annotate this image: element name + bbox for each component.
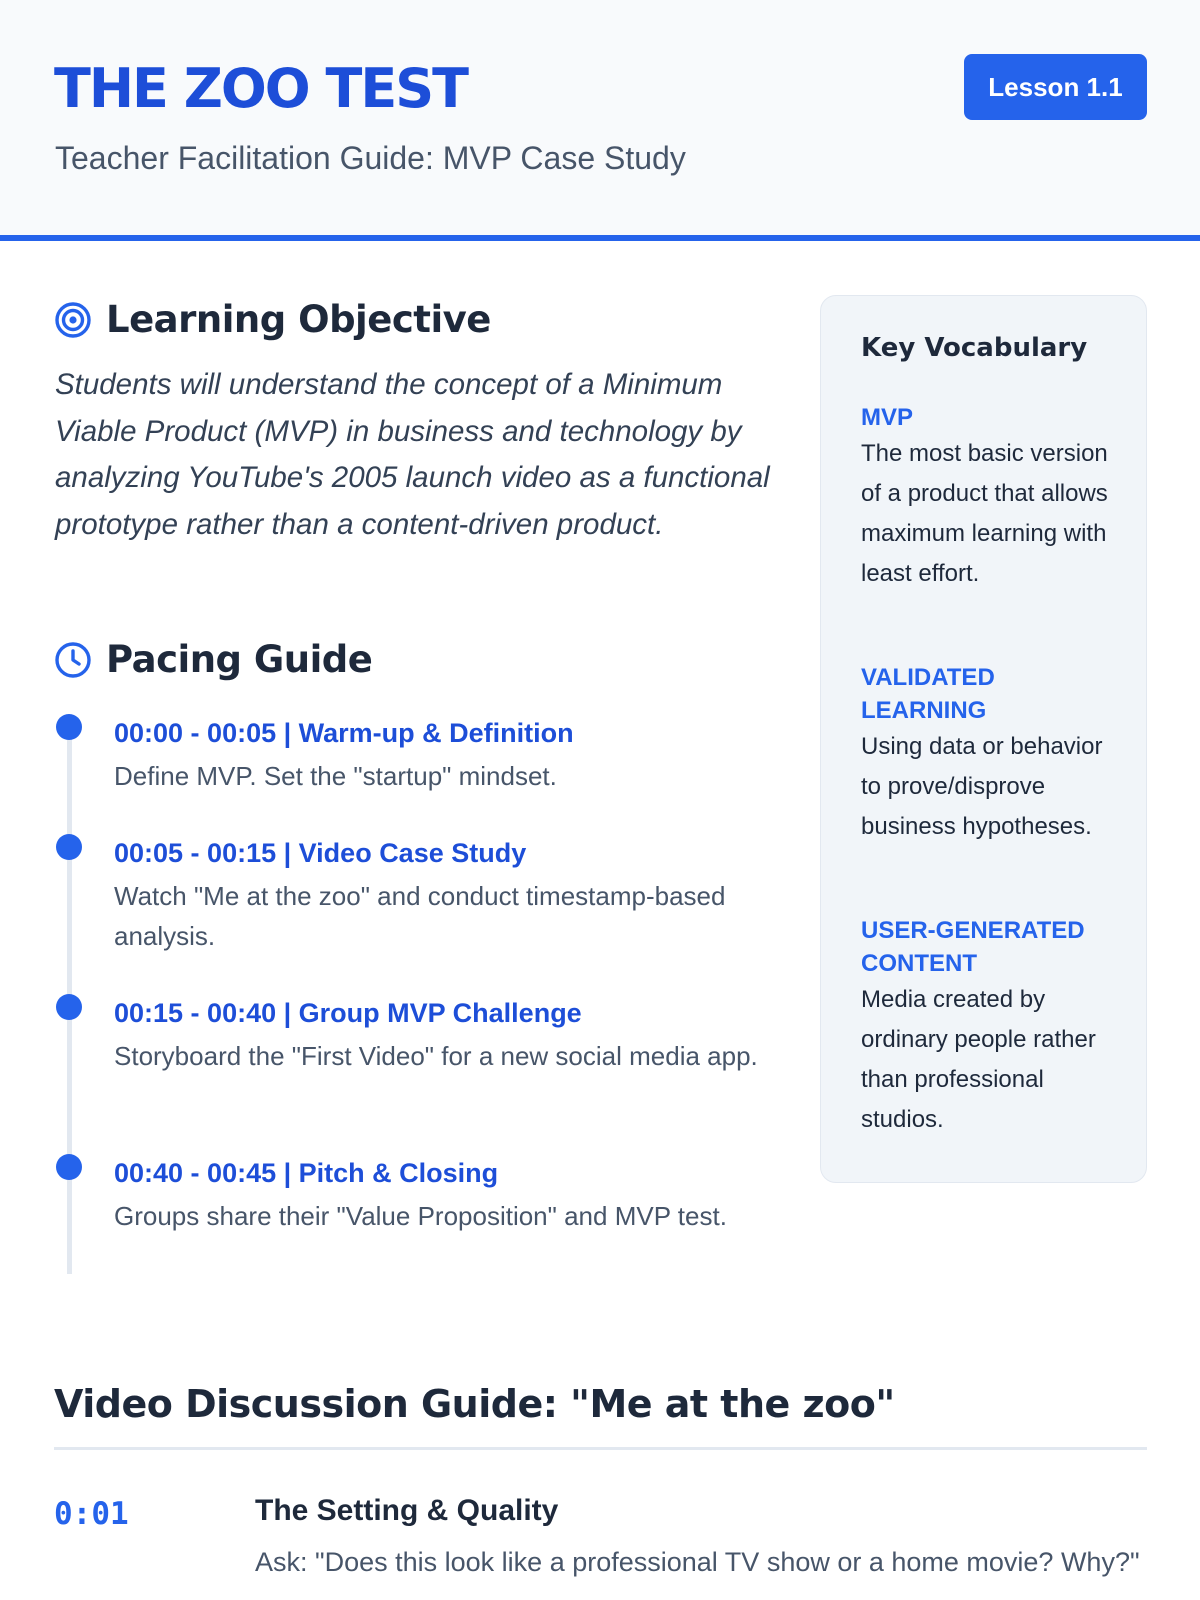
vocab-term: VALIDATED LEARNING xyxy=(861,664,995,724)
key-vocabulary-panel xyxy=(820,295,1147,1183)
target-icon xyxy=(54,301,92,339)
key-vocabulary-title: Key Vocabulary xyxy=(861,333,1088,363)
timeline-item-title: 00:15 - 00:40 | Group MVP Challenge xyxy=(114,998,582,1028)
vocab-term: MVP xyxy=(861,404,914,431)
section-divider xyxy=(54,1447,1147,1450)
pacing-timeline xyxy=(54,712,774,1274)
clock-icon xyxy=(54,641,92,679)
timeline-item-title: 00:05 - 00:15 | Video Case Study xyxy=(114,838,527,868)
vocab-item xyxy=(861,661,1116,847)
timeline-dot xyxy=(56,714,82,740)
pacing-guide-title: Pacing Guide xyxy=(106,638,373,681)
learning-objective-text: Students will understand the concept of a Minimum Viable Product (MVP) in business and technology by analyzing YouTube's 2005 launch video as a functional prototype rather than a content-driven product. xyxy=(55,368,770,541)
page-header xyxy=(0,0,1200,241)
timeline-item-desc: Define MVP. Set the "startup" mindset. xyxy=(114,761,557,791)
timeline-dot xyxy=(56,1154,82,1180)
page-subtitle: Teacher Facilitation Guide: MVP Case Study xyxy=(55,140,686,176)
timeline-item-title: 00:00 - 00:05 | Warm-up & Definition xyxy=(114,718,574,748)
discussion-prompt: Ask: "Does this look like a professional TV show or a home movie? Why?" xyxy=(255,1547,1140,1577)
discussion-timestamp: 0:01 xyxy=(54,1496,129,1532)
discussion-guide-title: Video Discussion Guide: "Me at the zoo" xyxy=(54,1382,895,1426)
timeline-item-desc: Watch "Me at the zoo" and conduct timestamp-based analysis. xyxy=(114,881,726,951)
vocab-definition: Media created by ordinary people rather than professional studios. xyxy=(861,986,1096,1133)
timeline-dot xyxy=(56,834,82,860)
learning-objective-title: Learning Objective xyxy=(106,298,491,341)
vocab-definition: The most basic version of a product that allows maximum learning with least effort. xyxy=(861,440,1108,587)
timeline-item-desc: Groups share their "Value Proposition" and MVP test. xyxy=(114,1201,727,1231)
vocab-term: USER-GENERATED CONTENT xyxy=(861,917,1085,977)
timeline-item-title: 00:40 - 00:45 | Pitch & Closing xyxy=(114,1158,499,1188)
timeline-dot xyxy=(56,994,82,1020)
page-title: THE ZOO TEST xyxy=(54,57,467,120)
lesson-badge: Lesson 1.1 xyxy=(964,54,1147,120)
vocab-item xyxy=(861,914,1116,1140)
vocab-item xyxy=(861,401,1116,594)
pacing-guide-heading xyxy=(54,638,372,681)
timeline-item-desc: Storyboard the "First Video" for a new social media app. xyxy=(114,1041,758,1071)
discussion-topic: The Setting & Quality xyxy=(255,1494,559,1527)
learning-objective-heading xyxy=(54,298,491,341)
vocab-definition: Using data or behavior to prove/disprove business hypotheses. xyxy=(861,733,1103,840)
